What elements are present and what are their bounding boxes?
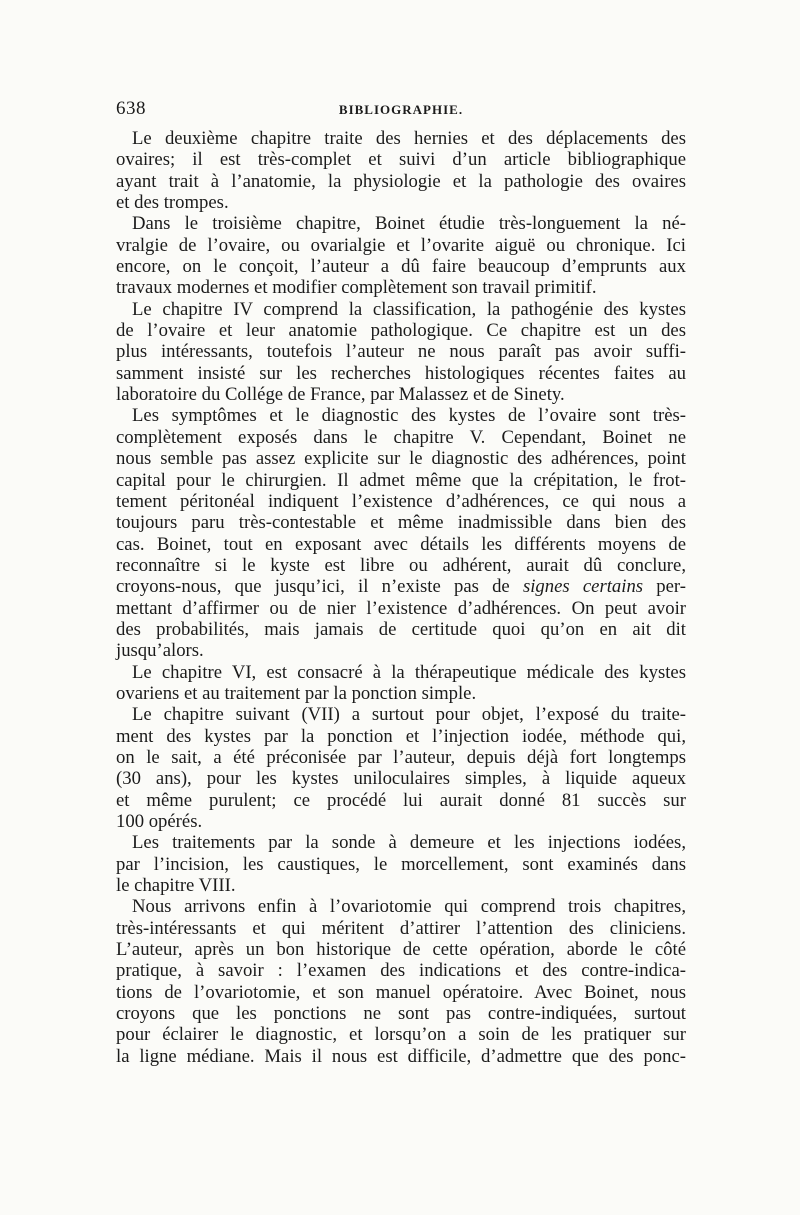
text-line: Le chapitre suivant (VII) a surtout pour objet, l’exposé du traite- xyxy=(132,704,686,726)
text-line-with-italic xyxy=(116,576,686,597)
text-line: samment insisté sur les recherches histologiques récentes faites au xyxy=(116,362,686,384)
text-line: travaux modernes et modifier complètement son travail primitif. xyxy=(116,277,597,299)
text-line: toujours paru très-contestable et même inadmissible dans bien des xyxy=(116,512,686,534)
text-line: ovariens et au traitement par la ponction simple. xyxy=(116,682,477,704)
text-line: croyons que les ponctions ne sont pas contre-indiquées, surtout xyxy=(116,1003,686,1025)
text-line: le chapitre VIII. xyxy=(116,875,236,897)
text-line: vralgie de l’ovaire, ou ovarialgie et l’ovarite aiguë ou chronique. Ici xyxy=(116,234,686,256)
text-line: Le deuxième chapitre traite des hernies et des déplacements des xyxy=(132,128,686,149)
text-line: jusqu’alors. xyxy=(116,640,204,662)
text-line: plus intéressants, toutefois l’auteur ne nous paraît pas avoir suffi- xyxy=(116,341,686,363)
text-line: la ligne médiane. Mais il nous est difficile, d’admettre que des ponc- xyxy=(116,1045,686,1067)
text-line: L’auteur, après un bon historique de cette opération, aborde le côté xyxy=(116,939,686,961)
text-line: on le sait, a été préconisée par l’auteur, depuis déjà fort longtemps xyxy=(116,746,686,768)
text-line: Nous arrivons enfin à l’ovariotomie qui comprend trois chapitres, xyxy=(132,896,686,918)
text-line: capital pour le chirurgien. Il admet même que la crépitation, le frot- xyxy=(116,469,686,491)
text-line: tement péritonéal indiquent l’existence d’adhérences, ce qui nous a xyxy=(116,490,686,512)
text-segment: croyons-nous, que jusqu’ici, il n’existe pas de xyxy=(116,576,510,598)
text-line: Les symptômes et le diagnostic des kystes de l’ovaire sont très- xyxy=(132,405,686,427)
text-line: et des trompes. xyxy=(116,192,229,214)
text-line: tions de l’ovariotomie, et son manuel opératoire. Avec Boinet, nous xyxy=(116,981,686,1003)
text-line: ment des kystes par la ponction et l’injection iodée, méthode qui, xyxy=(116,725,686,747)
text-line: pour éclairer le diagnostic, et lorsqu’on a soin de les pratiquer sur xyxy=(116,1024,686,1046)
page-number: 638 xyxy=(116,98,146,119)
text-line: Le chapitre IV comprend la classification, la pathogénie des kystes xyxy=(132,298,686,320)
text-line: et même purulent; ce procédé lui aurait donné 81 succès sur xyxy=(116,789,686,811)
body-text xyxy=(116,128,686,1067)
text-line: laboratoire du Collége de France, par Malassez et de Sinety. xyxy=(116,384,565,406)
text-line: de l’ovaire et leur anatomie pathologique. Ce chapitre est un des xyxy=(116,320,686,342)
text-line: pratique, à savoir : l’examen des indications et des contre-indica- xyxy=(116,960,686,982)
text-line: ayant trait à l’anatomie, la physiologie et la pathologie des ovaires xyxy=(116,170,686,192)
text-line: reconnaître si le kyste est libre ou adhérent, aurait dû conclure, xyxy=(116,554,686,576)
italic-phrase: signes certains xyxy=(522,576,644,598)
text-line: Le chapitre VI, est consacré à la thérapeutique médicale des kystes xyxy=(132,661,686,683)
text-line: complètement exposés dans le chapitre V. Cependant, Boinet ne xyxy=(116,426,686,448)
text-line: nous semble pas assez explicite sur le diagnostic des adhérences, point xyxy=(116,448,686,470)
text-line: encore, on le conçoit, l’auteur a dû faire beaucoup d’emprunts aux xyxy=(116,256,686,278)
running-title: BIBLIOGRAPHIE. xyxy=(338,102,464,117)
page-header xyxy=(116,98,686,124)
text-line: Dans le troisième chapitre, Boinet étudie très-longuement la né- xyxy=(132,213,686,235)
text-segment: per- xyxy=(656,576,686,598)
text-line: mettant d’affirmer ou de nier l’existence d’adhérences. On peut avoir xyxy=(116,597,686,619)
text-line: Les traitements par la sonde à demeure et les injections iodées, xyxy=(132,832,686,854)
text-line: (30 ans), pour les kystes uniloculaires simples, à liquide aqueux xyxy=(116,768,686,790)
text-line: ovaires; il est très-complet et suivi d’un article bibliographique xyxy=(116,149,686,171)
text-line: cas. Boinet, tout en exposant avec détails les différents moyens de xyxy=(116,533,686,555)
text-line: des probabilités, mais jamais de certitude quoi qu’on en ait dit xyxy=(116,618,686,640)
text-line: 100 opérés. xyxy=(116,811,203,832)
text-line: par l’incision, les caustiques, le morcellement, sont examinés dans xyxy=(116,853,686,875)
text-line: très-intéressants et qui méritent d’attirer l’attention des cliniciens. xyxy=(116,917,686,939)
